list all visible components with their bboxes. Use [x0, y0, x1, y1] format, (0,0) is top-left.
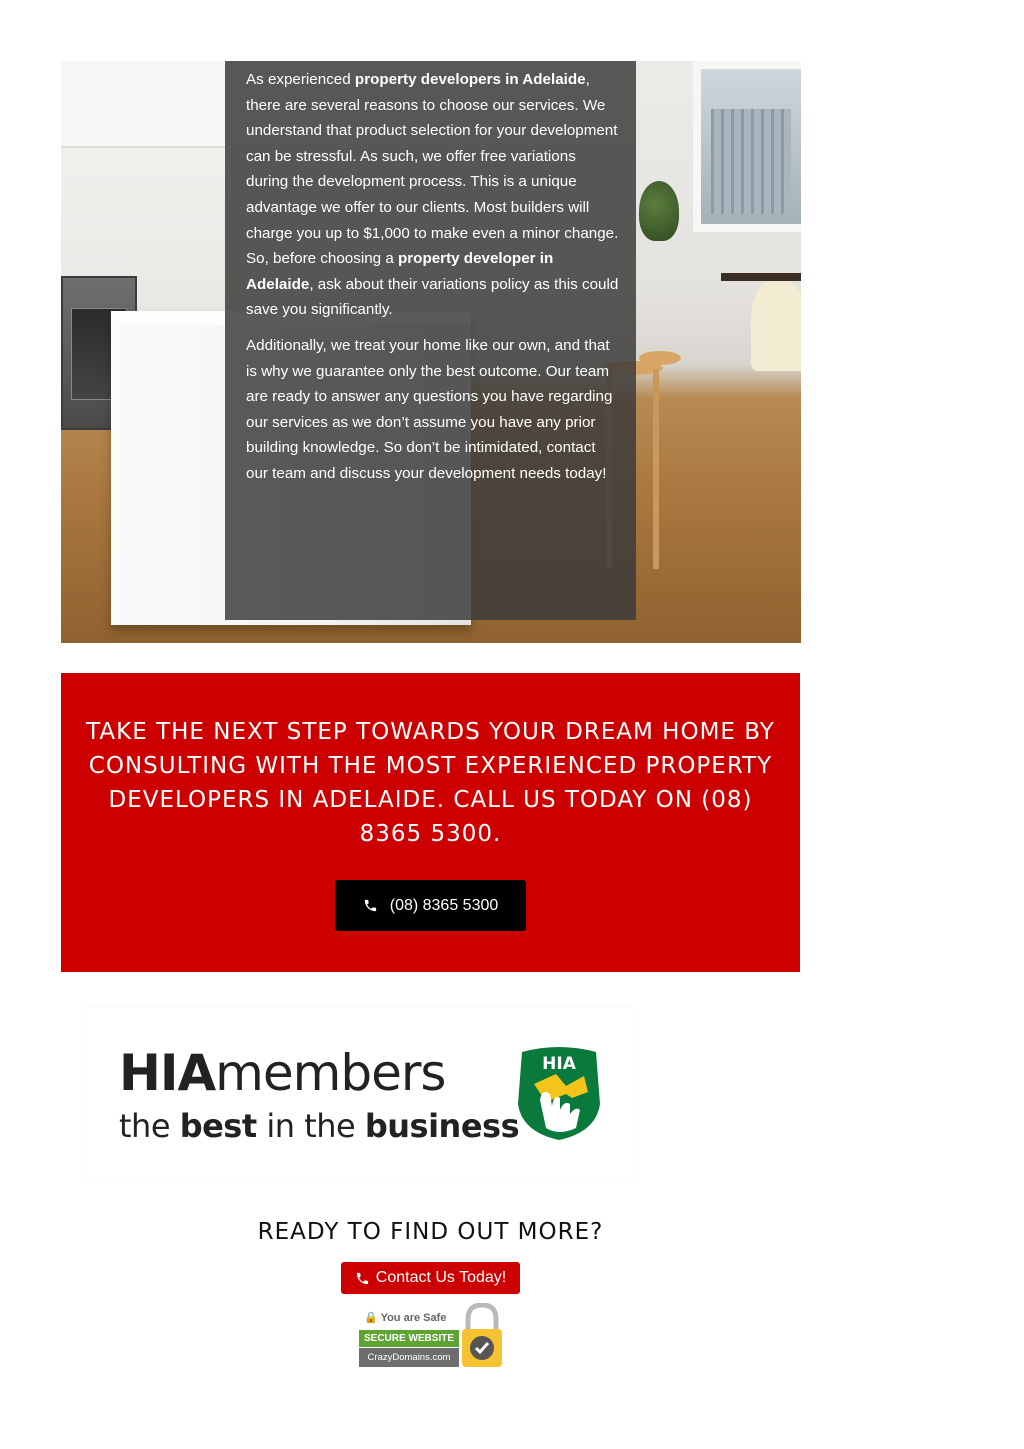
- kitchen-plant: [639, 181, 679, 241]
- hero-keyword: property developer in Adelaide: [246, 250, 554, 293]
- contact-us-button[interactable]: [341, 1262, 520, 1294]
- secure-badge-top-text: You are Safe: [380, 1312, 447, 1324]
- secure-badge-bottom: CrazyDomains.com: [359, 1348, 459, 1367]
- kitchen-hero-section: [61, 61, 801, 643]
- kitchen-cabinet: [61, 61, 226, 148]
- small-lock-icon: 🔒: [364, 1312, 378, 1324]
- hero-paragraph-2: Additionally, we treat your home like our own, and that is why we guarantee only the best outcome. Our team are ready to answer any questions you have regarding our services as we don’t assume you have any prior building knowledge. So don’t be intimidated, contact our team and discuss your development needs today!: [246, 336, 613, 482]
- hero-paragraph-1: [246, 67, 621, 323]
- ready-title: READY TO FIND OUT MORE?: [257, 1219, 604, 1245]
- call-phone-label: (08) 8365 5300: [389, 896, 499, 914]
- call-phone-button[interactable]: [335, 880, 526, 931]
- contact-us-label: Contact Us Today!: [375, 1269, 507, 1286]
- hia-tagline-strong: best: [179, 1107, 257, 1145]
- secure-badge-middle: SECURE WEBSITE: [359, 1330, 459, 1347]
- hia-logo-title-strong: HIA: [119, 1044, 216, 1102]
- hia-badge-icon: [516, 1044, 602, 1142]
- hia-tagline-part: in the: [256, 1107, 365, 1145]
- phone-icon: [363, 898, 378, 913]
- secure-website-badge: [358, 1303, 504, 1369]
- secure-badge-top: [364, 1311, 446, 1324]
- lock-icon: [460, 1303, 504, 1369]
- kitchen-window: [693, 61, 801, 232]
- hero-text-span: , there are several reasons to choose our services. We understand that product selection for your development can be stressful. As such, we offer free variations during the development process. This is a unique advantage we offer to our clients. Most builders will charge you up to $1,000 to make even a minor change. So, before choosing a: [246, 71, 619, 268]
- dining-table: [721, 273, 801, 281]
- hia-tagline-strong: business: [364, 1107, 520, 1145]
- hia-logo-title: [119, 1046, 445, 1100]
- phone-icon: [355, 1271, 370, 1286]
- hia-logo-tagline: [119, 1108, 519, 1144]
- hero-text-span: As experienced: [246, 71, 355, 88]
- hero-text: [246, 67, 621, 497]
- bar-stool-leg: [653, 369, 659, 569]
- svg-text:HIA: HIA: [542, 1054, 576, 1074]
- hero-keyword: property developers in Adelaide: [354, 71, 586, 88]
- call-to-action-banner: [61, 673, 800, 972]
- dining-chair: [751, 281, 801, 371]
- hia-logo-title-rest: members: [215, 1044, 446, 1102]
- bar-stool: [639, 351, 681, 365]
- cta-heading: TAKE THE NEXT STEP TOWARDS YOUR DREAM HOME BY CONSULTING WITH THE MOST EXPERIENCED PROPERTY DEVELOPERS IN ADELAIDE. CALL US TODAY ON (08) 8365 5300.: [86, 719, 775, 847]
- hia-tagline-part: the: [119, 1107, 180, 1145]
- hia-members-logo: [84, 1008, 634, 1180]
- hero-text-span: , ask about their variations policy as this could save you significantly.: [246, 275, 619, 319]
